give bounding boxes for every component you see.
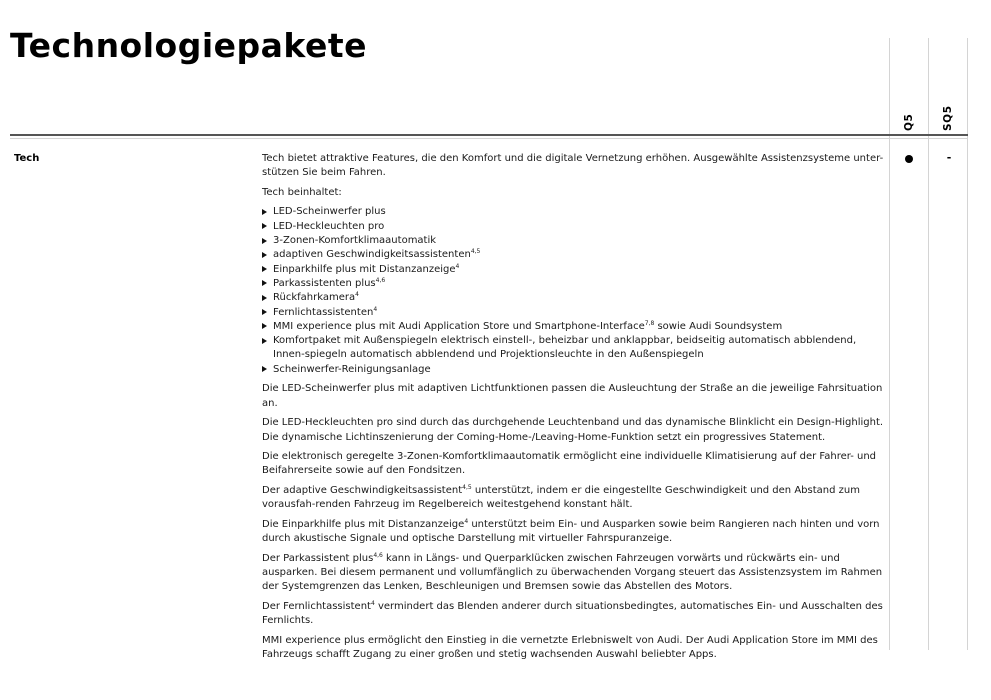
bullet-triangle-icon [262, 252, 267, 258]
list-item: Komfortpaket mit Außenspiegeln elektrisch einstell-, beheizbar und anklappbar, beidseitig automatisch abblendend, Innen-spiegeln automatisch abblendend und Projektionsleuchte in den Außenspiegeln [262, 334, 888, 363]
list-item: Rückfahrkamera$^4$ [262, 291, 888, 305]
list-item: 3-Zonen-Komfortklimaautomatik [262, 234, 888, 248]
column-header-q5: Q5 [903, 113, 915, 131]
column-divider [928, 38, 929, 650]
bullet-triangle-icon [262, 338, 267, 344]
high-beam-assist-text: Der Fernlichtassistent$^4$ vermindert das Blenden anderer durch situationsbedingtes, automatisches Ein- und Ausschalten des Fernlichts. [262, 599, 883, 627]
intro-text: Tech bietet attraktive Features, die den Komfort und die digitale Vernetzung erhöhen. Ausgewählte Assistenzsysteme unter-stützen Sie beim Fahren. [262, 153, 884, 179]
list-item: Fernlichtassistenten$^4$ [262, 306, 888, 320]
climate-control-text: Die elektronisch geregelte 3-Zonen-Komfortklimaautomatik ermöglicht eine individuelle Klimatisierung auf der Fahrer- und Beifahrerseite sowie auf den Fondsitzen. [262, 451, 877, 477]
column-header-sq5: SQ5 [942, 105, 954, 131]
includes-label: Tech beinhaltet: [262, 186, 342, 198]
bullet-triangle-icon [262, 309, 267, 315]
bullet-triangle-icon [262, 223, 267, 229]
led-headlights-text: Die LED-Scheinwerfer plus mit adaptiven Lichtfunktionen passen die Ausleuchtung der Straße an die jeweilige Fahrsituation an. [262, 383, 883, 409]
header-rule-thin [10, 138, 968, 139]
bullet-triangle-icon [262, 295, 267, 301]
bullet-triangle-icon [262, 280, 267, 286]
list-item: Parkassistenten plus$^{4,6}$ [262, 277, 888, 291]
row-description [262, 152, 888, 668]
list-item: LED-Scheinwerfer plus [262, 205, 888, 219]
list-item: adaptiven Geschwindigkeitsassistenten$^{4,5}$ [262, 248, 888, 262]
bullet-triangle-icon [262, 209, 267, 215]
column-divider [967, 38, 968, 650]
led-taillights-text: Die LED-Heckleuchten pro sind durch das durchgehende Leuchtenband und das dynamische Blinklicht ein Design-Highlight. Die dynamische Lichtinszenierung der Coming-Home-/Leaving-Home-Funktion setzt ein progressives Statement. [262, 417, 884, 443]
list-item: Scheinwerfer-Reinigungsanlage [262, 363, 888, 377]
bullet-triangle-icon [262, 323, 267, 329]
list-item: LED-Heckleuchten pro [262, 220, 888, 234]
bullet-triangle-icon [262, 266, 267, 272]
row-label-tech: Tech [14, 153, 40, 164]
column-divider [889, 38, 890, 650]
sq5-availability: - [946, 151, 952, 164]
mmi-experience-text: MMI experience plus ermöglicht den Einstieg in die vernetzte Erlebniswelt von Audi. Der Audi Application Store im MMI des Fahrzeugs schafft Zugang zu einer großen und stetig wachsenden Auswahl beliebter Apps. [262, 634, 878, 661]
header-rule [10, 134, 968, 136]
bullet-triangle-icon [262, 366, 267, 372]
standard-dot-icon [905, 155, 913, 163]
list-item: MMI experience plus mit Audi Application Store und Smartphone-Interface$^{7,8}$ sowie Audi Soundsystem [262, 320, 888, 334]
bullet-triangle-icon [262, 238, 267, 244]
park-assist-text: Der Parkassistent plus$^{4,6}$ kann in Längs- und Querparklücken zwischen Fahrzeugen vorwärts und rückwärts ein- und ausparken. Bei diesem permanent und vollumfänglich zu überwachenden Vorgang steuert das Assistenzsystem im Rahmen der Systemgrenzen das Lenken, Beschleunigen und Bremsen sowie das Abstellen des Motors. [262, 551, 883, 593]
feature-list [262, 205, 888, 377]
parking-aid-text: Die Einparkhilfe plus mit Distanzanzeige$^4$ unterstützt beim Ein- und Ausparken sowie beim Rangieren nach hinten und vorn durch akustische Signale und optische Darstellung mit virtueller Fahrspuranzeige. [262, 517, 880, 545]
page-title: Technologiepakete [10, 26, 368, 65]
list-item: Einparkhilfe plus mit Distanzanzeige$^4$ [262, 263, 888, 277]
speed-assist-text: Der adaptive Geschwindigkeitsassistent$^{4,5}$ unterstützt, indem er die eingestellte Geschwindigkeit und den Abstand zum vorausfah-renden Fahrzeug im Regelbereich weitestgehend konstant hält. [262, 484, 860, 511]
